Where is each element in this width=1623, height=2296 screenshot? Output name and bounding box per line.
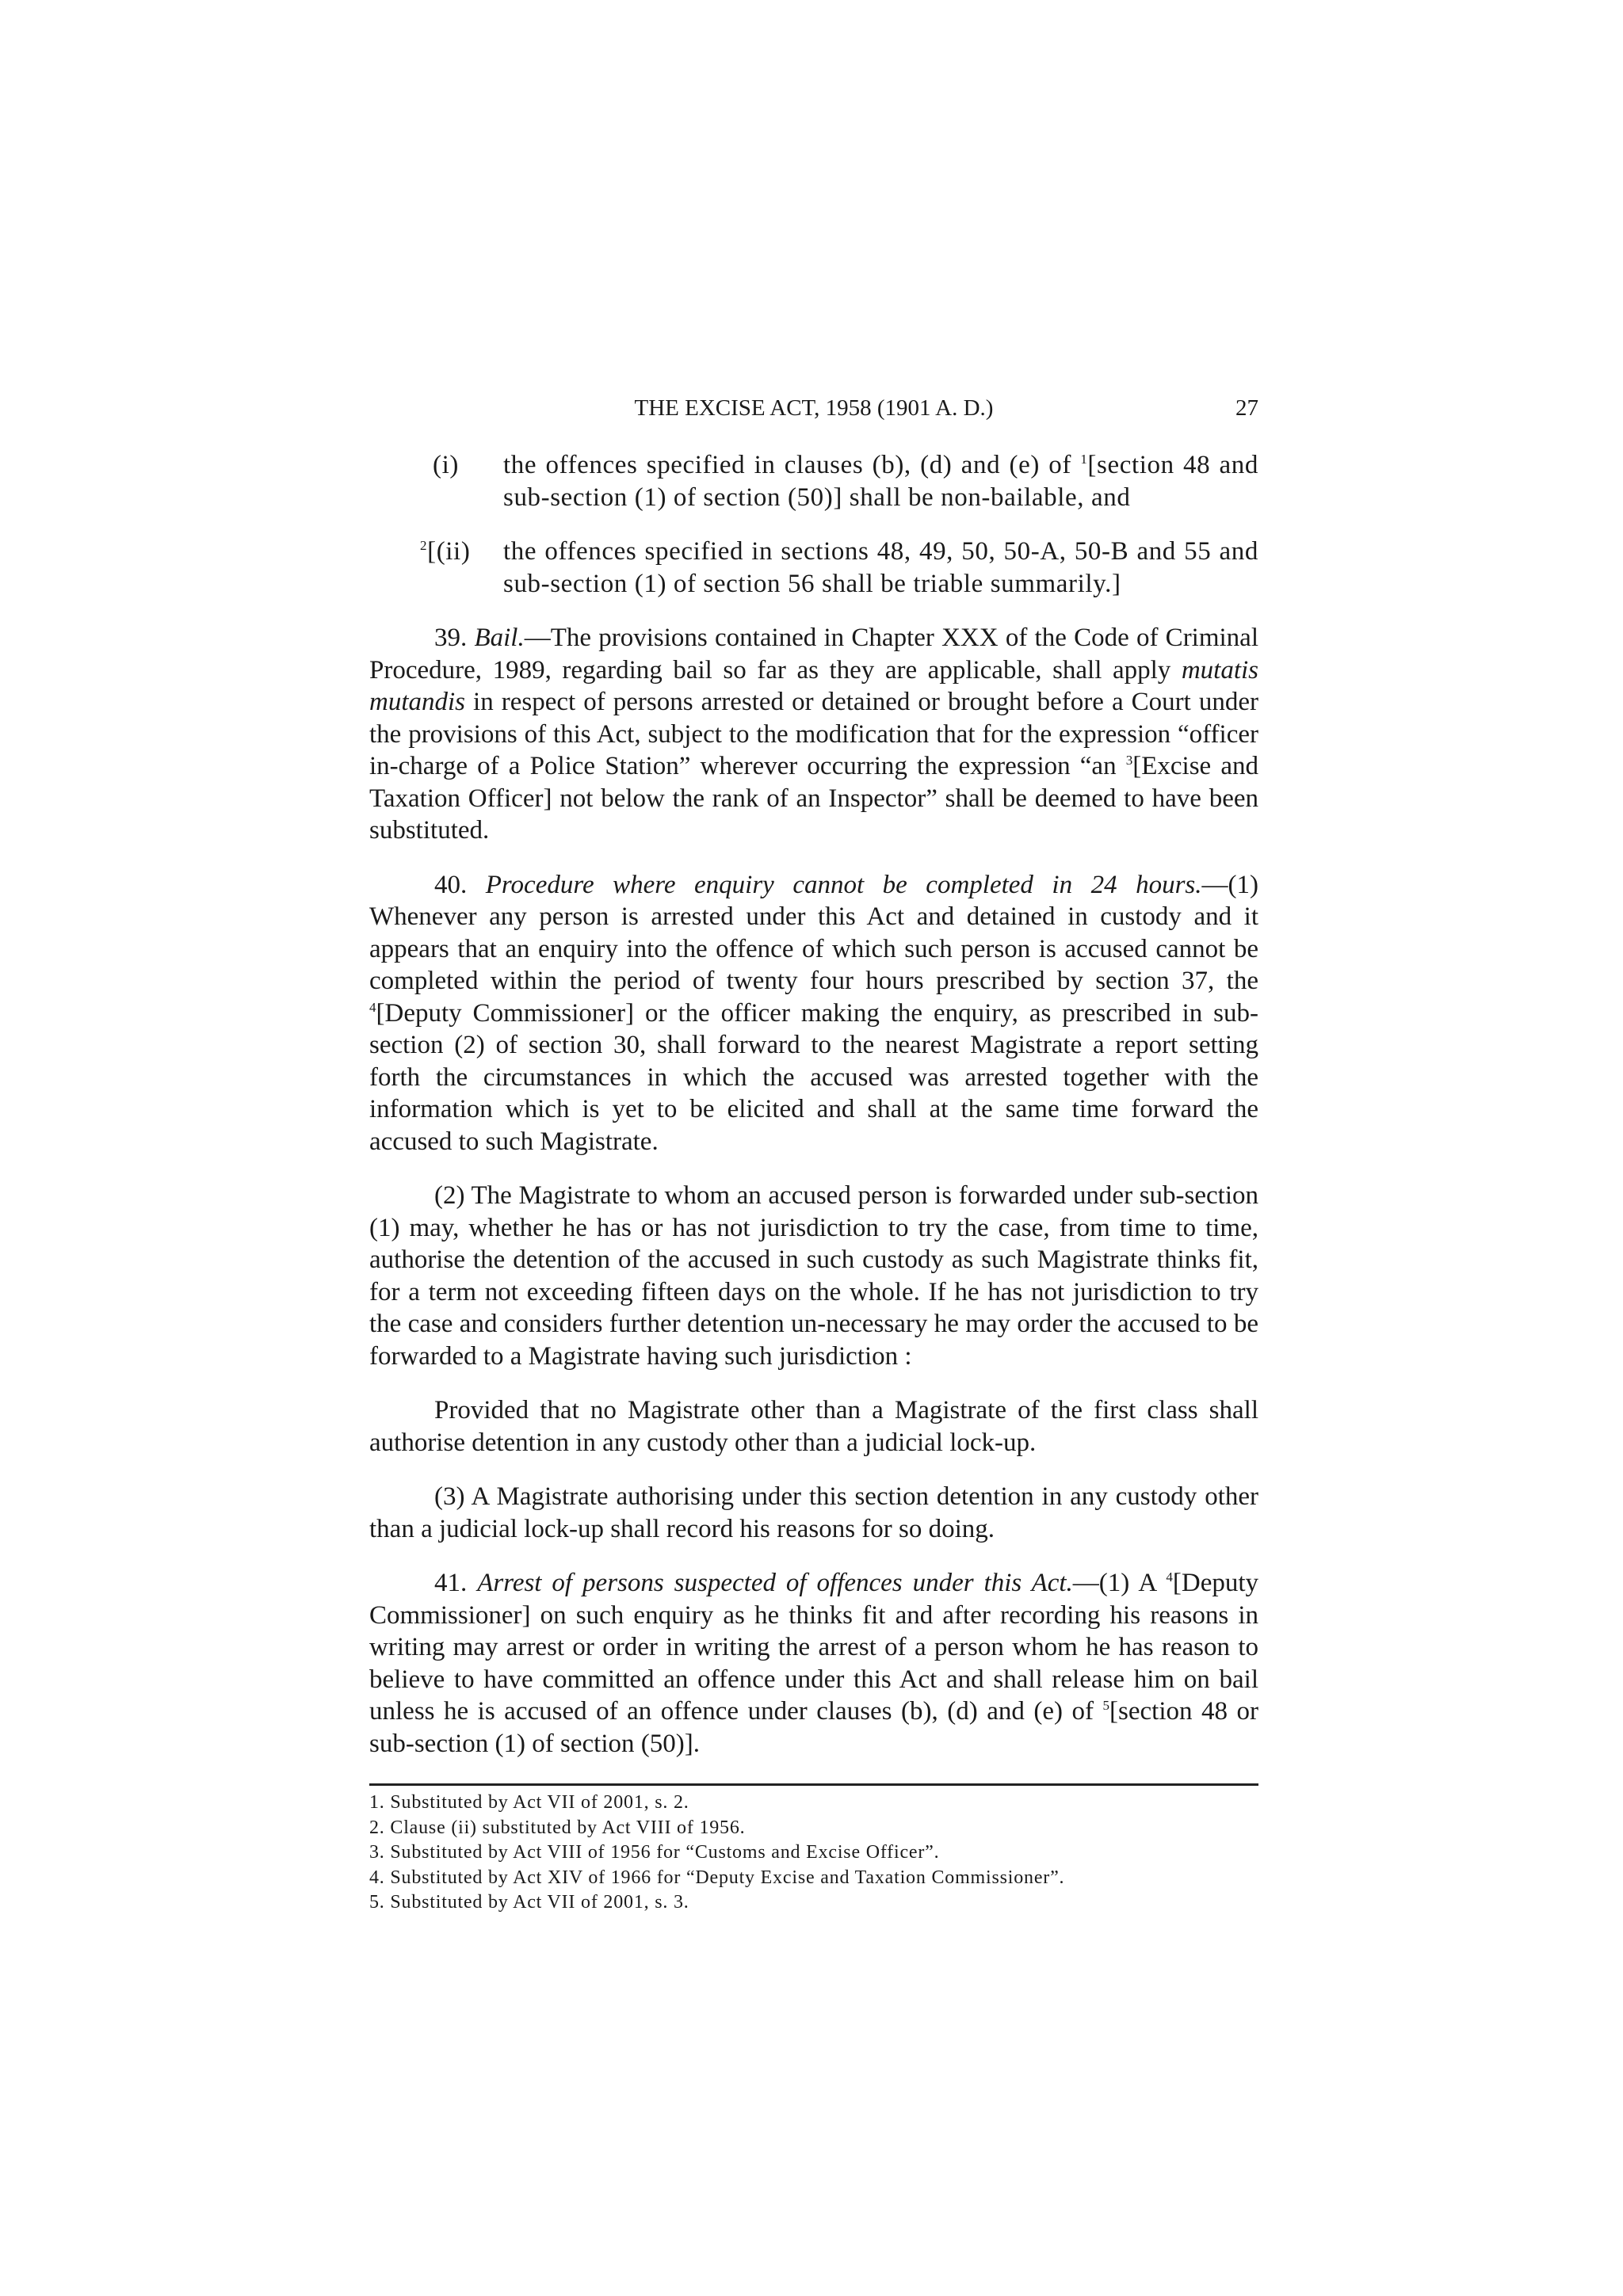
footnote-ref: 4 [369, 999, 376, 1015]
footnotes [369, 1791, 1258, 1916]
footnote: 2. Clause (ii) substituted by Act VIII of 1956. [369, 1817, 746, 1838]
clause-text: the offences specified in clauses (b), (d) and (e) of $^1$[section 48 and sub-section (1) of section (50)] shall be non-bailable, and [503, 451, 1259, 512]
clause-number: $^2$[(ii) [420, 537, 471, 566]
page-number: 27 [1235, 395, 1258, 421]
section-40: 40. Procedure where enquiry cannot be completed in 24 hours.—(1) Whenever any person is arrested under this Act and detained in custody and it appears that an enquiry into the offence of which such person is accused cannot be completed within the period of twenty four hours prescribed by section 37, the $^4$[Deputy Commissioner] or the officer making the enquiry, as prescribed in sub-section (2) of section 30, shall forward to the nearest Magistrate a report setting forth the circumstances in which the accused was arrested together with the information which is yet to be elicited and shall at the same time forward the accused to such Magistrate. [369, 870, 1258, 1156]
section-heading: Bail. [474, 624, 525, 652]
footnote: 5. Substituted by Act VII of 2001, s. 3. [369, 1892, 689, 1913]
section-40-subsection-3: (3) A Magistrate authorising under this section detention in any custody other than a judicial lock-up shall record his reasons for so doing. [369, 1482, 1258, 1543]
section-40-proviso: Provided that no Magistrate other than a Magistrate of the first class shall authorise detention in any custody other than a judicial lock-up. [369, 1396, 1258, 1457]
section-40-subsection-2: (2) The Magistrate to whom an accused person is forwarded under sub-section (1) may, whether he has or has not jurisdiction to try the case, from time to time, authorise the detention of the accused in such custody as such Magistrate thinks fit, for a term not exceeding fifteen days on the whole. If he has not jurisdiction to try the case and considers further detention un-necessary he may order the accused to be forwarded to a Magistrate having such jurisdiction : [369, 1181, 1258, 1371]
section-number: 39. [434, 624, 475, 652]
document-title: THE EXCISE ACT, 1958 (1901 A. D.) [634, 395, 994, 421]
footnote-ref: 3 [1125, 753, 1133, 768]
footnote-ref: 2 [420, 538, 428, 553]
footnote: 4. Substituted by Act XIV of 1966 for “Deputy Excise and Taxation Commissioner”. [369, 1867, 1065, 1888]
clause-text: the offences specified in sections 48, 49, 50, 50-A, 50-B and 55 and sub-section (1) of section 56 shall be triable summarily.] [503, 537, 1258, 598]
section-41: 41. Arrest of persons suspected of offences under this Act.—(1) A $^4$[Deputy Commissioner] on such enquiry as he thinks fit and after recording his reasons in writing may arrest or order in writing the arrest of a person whom he has reason to believe to have committed an offence under this Act and shall release him on bail unless he is accused of an offence under clauses (b), (d) and (e) of $^5$[section 48 or sub-section (1) of section (50)]. [369, 1569, 1259, 1758]
footnote: 3. Substituted by Act VIII of 1956 for “Customs and Excise Officer”. [369, 1842, 940, 1863]
footnote: 1. Substituted by Act VII of 2001, s. 2. [369, 1792, 689, 1813]
clause-i [433, 449, 1258, 513]
document-page [369, 392, 1258, 1916]
footnote-ref: 5 [1102, 1698, 1110, 1713]
section-heading: Procedure where enquiry cannot be completed in 24 hours. [485, 870, 1202, 899]
footnote-ref: 4 [1166, 1569, 1173, 1585]
running-header [369, 392, 1258, 425]
footnote-ref: 1 [1080, 452, 1088, 467]
section-heading: Arrest of persons suspected of offences under this Act. [477, 1569, 1073, 1597]
clause-number: (i) [433, 451, 459, 479]
section-39: 39. Bail.—The provisions contained in Chapter XXX of the Code of Criminal Procedure, 1989, regarding bail so far as they are applicable, shall apply mutatis mutandis in respect of persons arrested or detained or brought before a Court under the provisions of this Act, subject to the modification that for the expression “officer in-charge of a Police Station” wherever occurring the expression “an $^3$[Excise and Taxation Officer] not below the rank of an Inspector” shall be deemed to have been substituted. [369, 624, 1259, 845]
clause-ii [420, 536, 1258, 600]
section-number: 40. [434, 870, 486, 899]
footnote-divider [369, 1783, 1258, 1786]
section-number: 41. [434, 1569, 478, 1597]
